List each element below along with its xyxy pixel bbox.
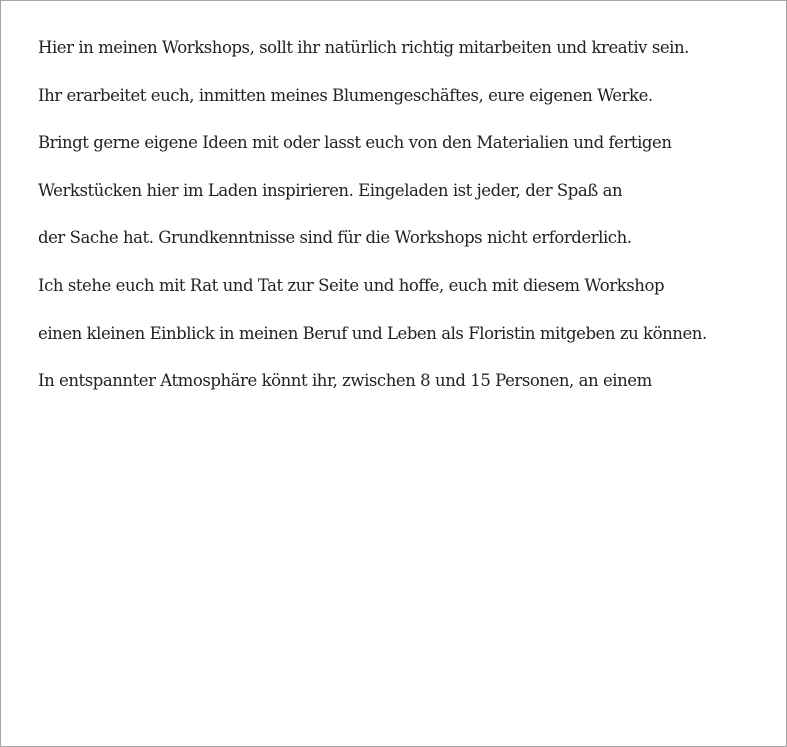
workshop-text: [38, 34, 778, 415]
text-line: Werkstücken hier im Laden inspirieren. Eingeladen ist jeder, der Spaß an: [38, 180, 623, 200]
text-line: Hier in meinen Workshops, sollt ihr natürlich richtig mitarbeiten und kreativ sein.: [38, 38, 689, 57]
text-line: Ich stehe euch mit Rat und Tat zur Seite und hoffe, euch mit diesem Workshop: [38, 275, 665, 295]
text-line: einen kleinen Einblick in meinen Beruf und Leben als Floristin mitgeben zu können.: [38, 323, 707, 343]
text-line: Ihr erarbeitet euch, inmitten meines Blumengeschäftes, eure eigenen Werke.: [38, 85, 653, 105]
text-line: der Sache hat. Grundkenntnisse sind für die Workshops nicht erforderlich.: [38, 228, 632, 248]
text-line: Bringt gerne eigene Ideen mit oder lasst euch von den Materialien und fertigen: [38, 133, 672, 153]
text-line: In entspannter Atmosphäre könnt ihr, zwischen 8 und 15 Personen, an einem: [38, 371, 652, 391]
